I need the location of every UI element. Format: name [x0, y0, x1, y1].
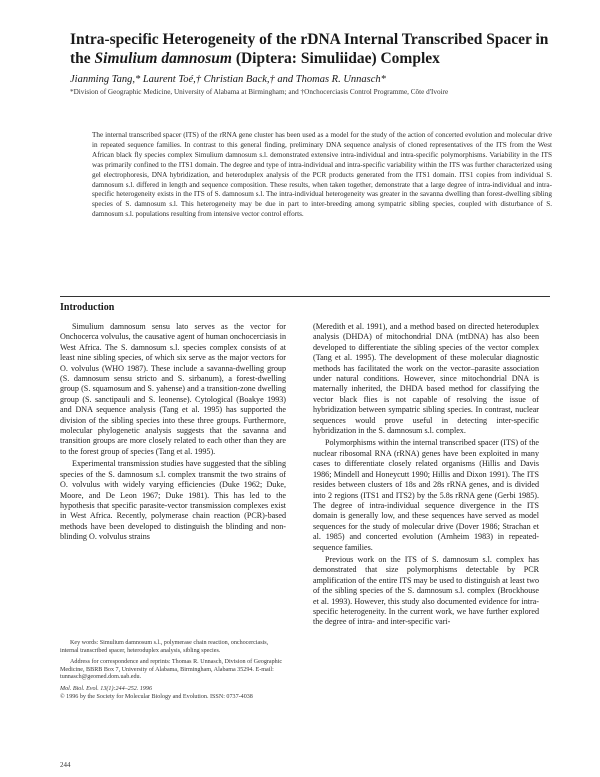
affiliation: *Division of Geographic Medicine, University of Alabama at Birmingham; and †Onchocerciasis Control Programme, Côte d'Ivoire [70, 88, 449, 96]
footnotes [60, 640, 286, 701]
article-title [70, 30, 550, 68]
section-divider [60, 296, 550, 297]
right-column [313, 322, 539, 628]
correspondence-address: Address for correspondence and reprints: Thomas R. Unnasch, Division of Geographic Medicine, BBRB Box 7, University of Alabama, Birmingham, Alabama 35294. E-mail: tunnasch@geomed.dom.uab.edu. [60, 659, 283, 681]
title-post: (Diptera: Simuliidae) Complex [231, 50, 440, 67]
body-paragraph: (Meredith et al. 1991), and a method based on directed heteroduplex analysis (DHDA) of mitochondrial DNA (mtDNA) has also been developed to differentiate the sibling species of the vector complex (Tang et al. 1995). The development of these molecular diagnostic methods has facilitated the work on the vector–parasite association under natural conditions. However, since mitochondrial DNA is maternally inherited, the DHDA based method for classifying the vector black flies is not capable of resolving the issue of hybridization between sympatric sibling species. In contrast, nuclear sequences would prove useful in detecting inter-specific hybridization in the S. damnosum s.l. complex. [313, 322, 539, 436]
journal-citation: Mol. Biol. Evol. 13(1):244–252. 1996 [60, 685, 153, 692]
copyright-line: © 1996 by the Society for Molecular Biology and Evolution. ISSN: 0737-4038 [60, 693, 253, 700]
body-paragraph: Polymorphisms within the internal transcribed spacer (ITS) of the nuclear ribosomal RNA (rRNA) genes have been exploited in many cases to differentiate closely related organisms (Hillis and Davis 1986; Mindell and Honeycutt 1990; Hillis and Dixon 1991). The ITS resides between clusters of 18s and 28s rRNA genes, and is divided into 2 regions (ITS1 and ITS2) by the 5.8s rRNA gene (Gerbi 1985). The degree of intra-individual sequence divergence in the ITS domain is generally low, and these sequences have served as model sequences for the study of molecular drive (Dover 1986; Strachan et al. 1985) and concerted evolution (Arnheim 1983) in repeated-sequence families. [313, 438, 539, 552]
body-paragraph: Previous work on the ITS of S. damnosum s.l. complex has demonstrated that size polymorphisms detectable by PCR amplification of the entire ITS may be used to distinguish at least two of the sibling species of the S. damnosum s.l. complex (Brockhouse et al. 1993). However, this study also documented evidence for intra-specific heterogeneity. In the current work, we have further explored the degree of intra- and inter-specific vari- [313, 554, 539, 627]
left-column [60, 322, 286, 543]
abstract: The internal transcribed spacer (ITS) of the rRNA gene cluster has been used as a model for the study of the action of concerted evolution and molecular drive in repeated sequence families. In contrast to this general finding, preliminary DNA sequence analysis of cloned representatives of the ITS from the West African black fly species complex Simulium damnosum s.l. demonstrated extensive intra-individual and intra-specific polymorphisms. Variability in the ITS was primarily confined to the ITS1 domain. The degree and type of intra-individual and intra-specific variability within the ITS was further characterized using gel electrophoresis, DNA hybridization, and heteroduplex analysis of the PCR products generated from the ITS1 domain. ITS1 copies from individual S. damnosum s.l. differed in length and sequence composition. These results, when taken together, demonstrate that a large degree of intra-individual and intra-specific heterogeneity exists in the ITS of S. damnosum s.l. The intra-individual heterogeneity was greater in the savanna dwelling than forest-dwelling sibling species of S. damnosum s.l. This heterogeneity may be due in part to inter-breeding among sympatric sibling species, coupled with disturbance of S. damnosum s.l. populations resulting from intensive vector control efforts. [92, 131, 552, 219]
keywords: Key words: Simulium damnosum s.l., polymerase chain reaction, onchocerciasis, internal transcribed spacer, heteroduplex analysis, sibling species. [60, 640, 269, 654]
body-paragraph: Simulium damnosum sensu lato serves as the vector for Onchocerca volvulus, the causative agent of human onchocerciasis in West Africa. The S. damnosum s.l. species complex consists of at least nine sibling species, of which six serve as the major vectors for O. volvulus (WHO 1987). These include a savanna-dwelling group (S. damnosum sensu stricto and S. sirbanum), a forest-dwelling group (S. squamosum and S. yahense) and a transition-zone dwelling group (S. sanctipauli and S. leonense). Cytological (Boakye 1993) and DNA sequence analysis (Tang et al. 1995) has supported the division of the sibling species into these three groups. Furthermore, molecular phylogenetic analysis suggests that the savanna and transition groups are more closely related to each other than they are to the forest group of species (Tang et al. 1995). [60, 322, 286, 456]
body-paragraph: Experimental transmission studies have suggested that the sibling species of the S. damnosum s.l. complex transmit the two strains of O. volvulus with widely varying efficiencies (Duke 1962; Duke, Moore, and De Leon 1967; Duke 1981). This has led to the hypothesis that specific parasite-vector transmission complexes exist in West Africa. Recently, polymerase chain reaction (PCR)-based methods have been developed to distinguish the blinding and non-blinding O. volvulus strains [60, 459, 286, 542]
author-list: Jianming Tang,* Laurent Toé,† Christian Back,† and Thomas R. Unnasch* [70, 74, 386, 85]
section-heading: Introduction [60, 302, 115, 313]
title-species: Simulium damnosum [94, 50, 232, 67]
page-number: 244 [60, 761, 71, 769]
title-pre: Intra-specific Heterogeneity of the rDNA Internal Transcribed Spacer in the [70, 31, 549, 67]
